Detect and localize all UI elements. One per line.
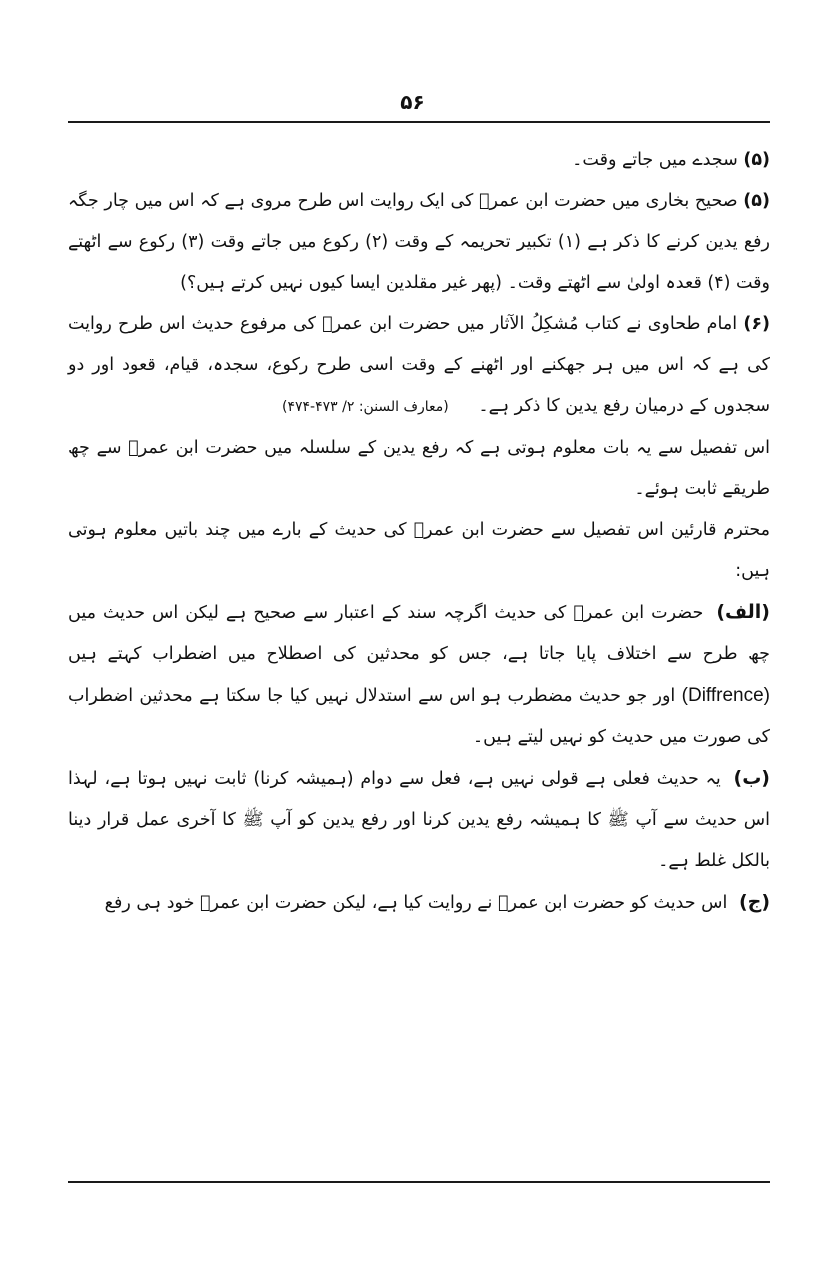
paragraph-text: حضرت ابن عمرؓ کی حدیث اگرچہ سند کے اعتبار سے صحیح ہے لیکن اس حدیث میں چھ طرح سے اختلاف پایا جاتا ہے، جس کو محدثین کی اصطلاح میں اضطراب کہتے ہیں (68, 603, 770, 664)
page-number: ۵۶ (400, 90, 425, 114)
paragraph-text: سجدے میں جاتے وقت۔ (572, 150, 738, 170)
paragraph (68, 882, 770, 924)
point-label-jeem: (ج) (738, 891, 770, 913)
item-marker: (۵) (743, 150, 770, 170)
item-marker: (۵) (743, 191, 770, 211)
reference-citation: (معارف السنن: ۲/ ۴۷۳-۴۷۴) (282, 399, 449, 415)
paragraph (68, 758, 770, 882)
paragraph (68, 510, 770, 592)
paragraph-text-continued: اور جو حدیث مضطرب ہو اس سے استدلال نہیں کیا جا سکتا ہے محدثین اضطراب کی صورت میں حدیث کو نہیں لیتے ہیں۔ (68, 686, 770, 747)
paragraph (68, 428, 770, 510)
paragraph-text: امام طحاوی نے کتاب مُشکِلُ الآثار میں حضرت ابن عمرؓ کی مرفوع حدیث اس طرح روایت کی ہے کہ اس میں ہر جھکنے اور اٹھنے کے وقت اسی طرح رکوع، سجدہ، قیام، قعود اور دو سجدوں کے درمیان رفع یدین کا ذکر ہے۔ (68, 314, 770, 416)
paragraph-text: اس حدیث کو حضرت ابن عمرؓ نے روایت کیا ہے، لیکن حضرت ابن عمرؓ خود ہی رفع (104, 893, 728, 913)
latin-term: (Diffrence) (681, 685, 770, 706)
paragraph-text: اس تفصیل سے یہ بات معلوم ہوتی ہے کہ رفع یدین کے سلسلہ میں حضرت ابن عمرؓ سے چھ طریقے ثابت ہوئے۔ (68, 438, 770, 499)
paragraph (68, 181, 770, 304)
paragraph (68, 304, 770, 428)
item-marker: (۶) (743, 314, 770, 334)
footer-rule (68, 1181, 770, 1183)
paragraph-text: صحیح بخاری میں حضرت ابن عمرؓ کی ایک روایت اس طرح مروی ہے کہ اس میں چار جگہ رفع یدین کرنے کا ذکر ہے (۱) تکبیر تحریمہ کے وقت (۲) رکوع میں جاتے وقت (۳) رکوع سے اٹھتے وقت (۴) قعدہ اولیٰ سے اٹھتے وقت۔ (پھر غیر مقلدین ایسا کیوں نہیں کرتے ہیں؟) (68, 191, 770, 293)
paragraph-text: یہ حدیث فعلی ہے قولی نہیں ہے، فعل سے دوام (ہمیشہ کرنا) ثابت نہیں ہوتا ہے، لہذا اس حدیث سے آپ ﷺ کا ہمیشہ رفع یدین کرنا اور رفع یدین کو آپ ﷺ کا آخری عمل قرار دینا بالکل غلط ہے۔ (68, 769, 770, 871)
point-label-be: (ب) (733, 767, 770, 789)
paragraph-text: محترم قارئین اس تفصیل سے حضرت ابن عمرؓ کی حدیث کے بارے میں چند باتیں معلوم ہوتی ہیں: (68, 520, 770, 581)
header-rule (68, 121, 770, 123)
page-body (68, 140, 770, 1170)
paragraph (68, 592, 770, 758)
paragraph (68, 140, 770, 181)
point-label-alif: (الف) (716, 601, 770, 623)
